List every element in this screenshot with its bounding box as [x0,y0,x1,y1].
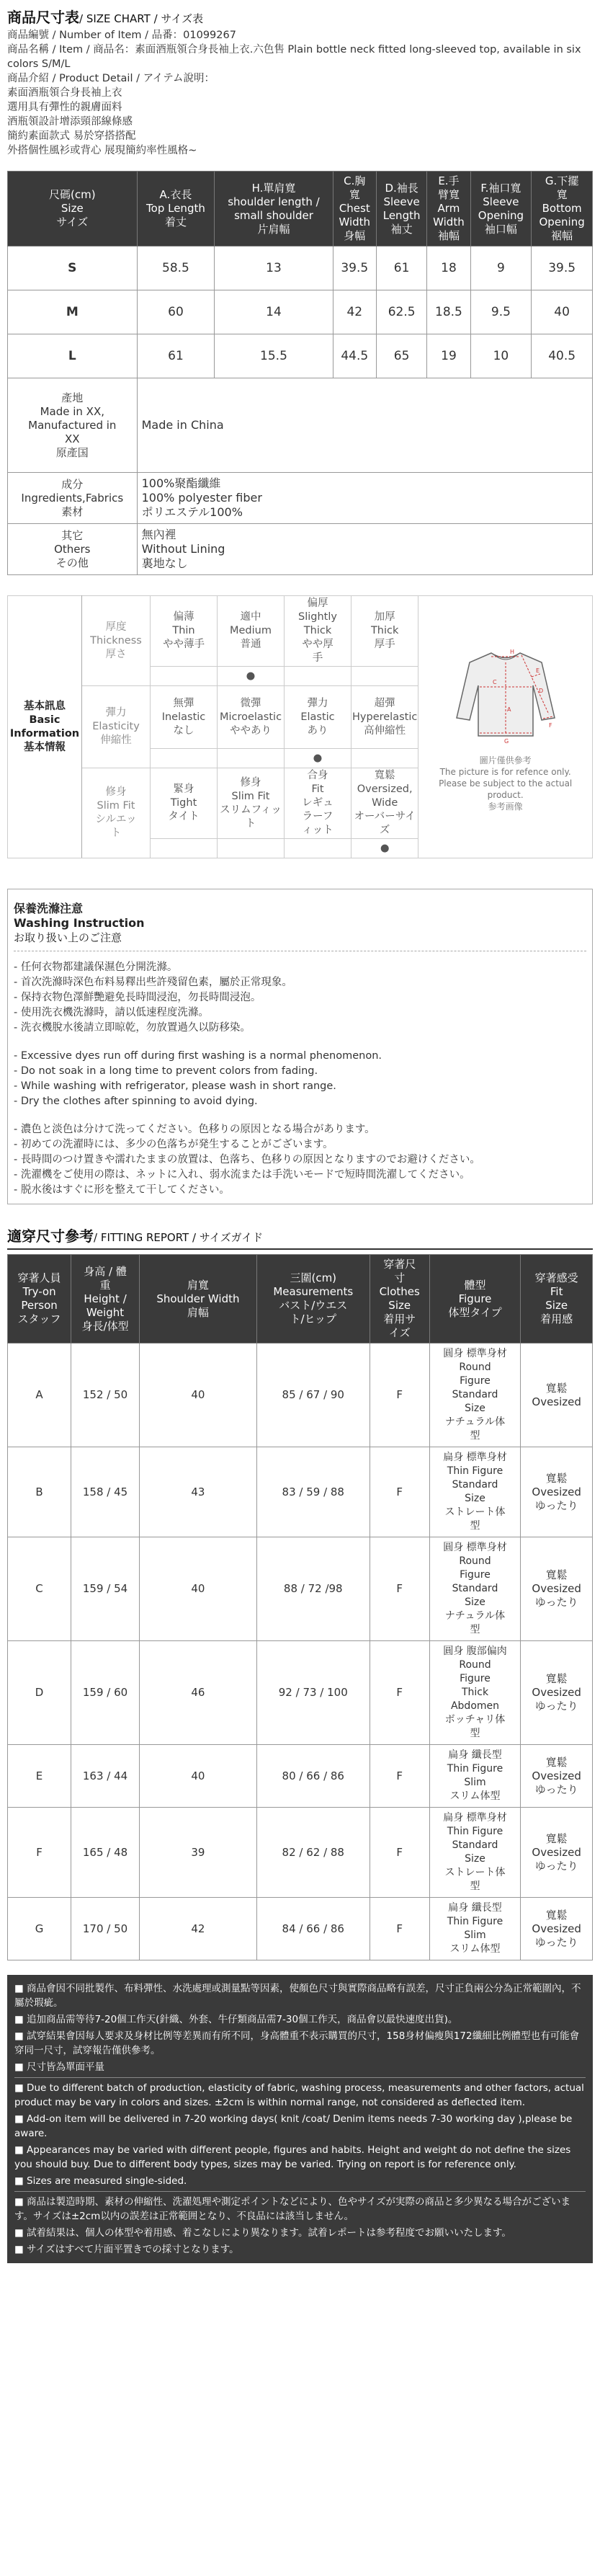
fitting-cell: D [8,1641,71,1745]
fitting-cell: 寬鬆 Ovesized ゆったり [521,1537,593,1641]
size-value: 40 [532,290,593,334]
size-value: 9 [470,247,532,290]
care-title-en: Washing Instruction [14,916,145,930]
fitting-cell: 40 [140,1537,257,1641]
fitting-cell: 152 / 50 [71,1343,140,1447]
care-line: - Do not soak in a long time to prevent colors from fading. [14,1065,318,1077]
fitting-cell: 82 / 62 / 88 [256,1808,370,1898]
size-table-header: 尺碼(cm) Size サイズ [8,172,138,247]
fitting-table [7,1254,593,1960]
size-value: 39.5 [532,247,593,290]
product-info-line: 酒瓶領設計增添頸部線條感 [7,116,133,128]
care-title-zh: 保養洗滌注意 [14,902,84,915]
fitting-cell: 92 / 73 / 100 [256,1641,370,1745]
fitting-cell: F [370,1343,429,1447]
notes-box [7,1975,593,2263]
size-table-header: C.胸 寬 Chest Width 身幅 [333,172,376,247]
size-table-header: D.袖長 Sleeve Length 袖丈 [376,172,426,247]
fitting-cell: 159 / 54 [71,1537,140,1641]
fitting-report-header [7,1225,593,1250]
fitting-cell: G [8,1898,71,1960]
diagram-letter-h: H [509,648,514,655]
origin-label: 產地 Made in XX, Manufactured in XX 原產国 [8,378,138,473]
size-value: 18 [427,247,470,290]
diagram-letter-e: E [535,667,539,674]
fitting-cell: 85 / 67 / 90 [256,1343,370,1447]
diagram-letter-a: A [506,706,511,713]
size-label: L [8,334,138,378]
product-info-line: 簡約素面款式 易於穿搭搭配 [7,130,136,142]
size-row [8,334,593,378]
fitting-cell: 80 / 66 / 86 [256,1745,370,1808]
fitting-row [8,1808,593,1898]
size-table-header: G.下擺 寬 Bottom Opening 裾幅 [532,172,593,247]
care-line: - 任何衣物都建議保濕色分開洗滌。 [14,961,178,973]
care-line: - 初めての洗濯時には、多少の色落ちが発生することがございます。 [14,1139,333,1150]
fitting-cell: 165 / 48 [71,1808,140,1898]
size-value: 61 [137,334,215,378]
fitting-cell: 寬鬆 Ovesized ゆったり [521,1898,593,1960]
fitting-row [8,1898,593,1960]
fitting-cell: 170 / 50 [71,1898,140,1960]
size-table-header: F.袖口寬 Sleeve Opening 袖口幅 [470,172,532,247]
size-row [8,290,593,334]
fabric-option: 加厚 Thick 厚手 [352,596,418,667]
composition-value: 100%聚酯纖維 100% polyester fiber ポリエステル100% [137,473,592,524]
size-row [8,247,593,290]
size-chart-subtitle: / SIZE CHART / サイズ表 [79,12,204,25]
fitting-cell: 163 / 44 [71,1745,140,1808]
care-line: - While washing with refrigerator, please wash in short range. [14,1080,336,1092]
fitting-cell: 圓身 腹部偏肉 Round Figure Thick Abdomen ボッチャリ体 型 [429,1641,521,1745]
fitting-cell: 84 / 66 / 86 [256,1898,370,1960]
notes-zh [14,1981,586,2074]
fabric-option: 無彈 Inelastic なし [151,686,218,749]
notes-en [14,2081,586,2188]
size-value: 19 [427,334,470,378]
care-list-en [14,1049,586,1109]
note-line: ■ 尺寸皆為單面平量 [14,2061,105,2073]
fabric-option: 偏薄 Thin やや薄手 [151,596,218,667]
fabric-option: 彈力 Elastic あり [285,686,352,749]
fitting-cell: 寬鬆 Ovesized ゆったり [521,1641,593,1745]
size-table [7,171,593,575]
care-line: - 保持衣物色澤鮮艷避免長時間浸泡，勿長時間浸泡。 [14,992,261,1003]
fitting-cell: 寬鬆 Ovesized ゆったり [521,1745,593,1808]
size-value: 62.5 [376,290,426,334]
note-line: ■ 追加商品需等待7-20個工作天(針織、外套、牛仔類商品需7-30個工作天，商品會以最快速度出貨)。 [14,2014,458,2025]
fitting-cell: 40 [140,1343,257,1447]
size-chart-header [7,0,593,28]
fitting-subtitle: / FITTING REPORT / サイズガイド [94,1231,264,1244]
note-line: ■ 商品は製造時期、素材の伸縮性、洗濯処理や測定ポイントなどにより、色やサイズが実際の商品と多少異なる場合がございます。サイズは±2cm以内の誤差は正常範囲となり、不良品には該当しません。 [14,2196,570,2222]
fitting-row [8,1343,593,1447]
care-line: - Dry the clothes after spinning to avoid dying. [14,1096,258,1107]
product-info-line: 商品名稱 / Item / 商品名：素面酒瓶領合身長袖上衣.六色售 Plain bottle neck fitted long-sleeved top, available in six colors S/M/L [7,44,581,70]
empty-cell [151,839,218,858]
fitting-cell: 寬鬆 Ovesized ゆったり [521,1447,593,1537]
fitting-cell: 扁身 標準身材 Thin Figure Standard Size ストレート体 型 [429,1447,521,1537]
care-list-ja [14,1122,586,1198]
fabric-option: 微彈 Microelastic ややあり [218,686,285,749]
diagram-letter-f: F [548,721,552,729]
fabric-option: 緊身 Tight タイト [151,768,218,839]
fitting-cell: C [8,1537,71,1641]
empty-cell [218,839,285,858]
size-value: 58.5 [137,247,215,290]
diagram-letter-g: G [503,737,509,745]
fitting-cell: 159 / 60 [71,1641,140,1745]
fitting-cell: 158 / 45 [71,1447,140,1537]
empty-cell [151,749,218,768]
empty-cell [285,667,352,686]
care-line: - Excessive dyes run off during first washing is a normal phenomenon. [14,1050,382,1062]
size-value: 65 [376,334,426,378]
fitting-cell: E [8,1745,71,1808]
care-line: - 洗衣機脫水後請立即晾乾，勿放置過久以防移染。 [14,1022,251,1034]
fitting-cell: 扁身 纖長型 Thin Figure Slim スリム体型 [429,1745,521,1808]
fitting-cell: B [8,1447,71,1537]
fitting-cell: 寬鬆 Ovesized ゆったり [521,1808,593,1898]
product-info-line: 商品介紹 / Product Detail / アイテム說明： [7,73,215,84]
size-table-header: E.手 臂寬 Arm Width 袖幅 [427,172,470,247]
care-line: - 長時間のつけ置きや濡れたままの放置は、色落ち、色移りの原因となりますのでお避けください。 [14,1154,480,1165]
washing-instruction [7,889,593,1204]
fitting-table-header: 肩寬 Shoulder Width 肩幅 [140,1255,257,1343]
size-label: S [8,247,138,290]
care-line: - 使用洗衣機洗滌時，請以低速程度洗滌。 [14,1007,209,1018]
diagram-letter-d: D [538,687,543,694]
fitting-cell: 圓身 標準身材 Round Figure Standard Size ナチュラル体 型 [429,1537,521,1641]
empty-cell [352,667,418,686]
fitting-cell: F [8,1808,71,1898]
product-info [7,28,593,158]
note-line: ■ Appearances may be varied with different people, figures and habits. Height and weight do not define the sizes you should buy. Due to different body types, sizes may be varied. Trying on report is for reference only. [14,2144,571,2170]
fitting-cell: F [370,1641,429,1745]
fitting-cell: F [370,1447,429,1537]
sweater-outline-icon [448,642,563,750]
fabric-option: 超彈 Hyperelastic 高伸縮性 [352,686,418,749]
others-value: 無內裡 Without Lining 裏地なし [137,524,592,575]
garment-diagram [418,596,593,858]
fitting-cell: 43 [140,1447,257,1537]
diagram-letter-c: C [492,678,497,685]
size-value: 42 [333,290,376,334]
fitting-cell: 圓身 標準身材 Round Figure Standard Size ナチュラル体 型 [429,1343,521,1447]
fitting-table-header: 穿著感受 Fit Size 着用感 [521,1255,593,1343]
fitting-cell: 46 [140,1641,257,1745]
size-value: 10 [470,334,532,378]
product-info-line: 商品編號 / Number of Item / 品番：01099267 [7,30,236,41]
note-line: ■ Sizes are measured single-sided. [14,2175,187,2187]
product-info-line: 外搭個性風衫或背心 展現簡約率性風格~ [7,145,197,156]
fitting-cell: 39 [140,1808,257,1898]
fabric-option: 適中 Medium 普通 [218,596,285,667]
fitting-row [8,1745,593,1808]
fitting-cell: A [8,1343,71,1447]
fabric-option: 偏厚 Slightly Thick やや厚 手 [285,596,352,667]
fitting-table-header: 體型 Figure 体型タイプ [429,1255,521,1343]
fitting-row [8,1537,593,1641]
size-value: 40.5 [532,334,593,378]
diagram-caption: 圖片僅供參考 The picture is for refence only. Please be subject to the actual product. 参考画像 [439,755,573,812]
size-value: 13 [215,247,333,290]
note-line: ■ 試穿結果會因每人要求及身材比例等差異而有所不同，身高體重不表示購買的尺寸，158身材偏瘦與172纖細比例體型也有可能會穿同一尺寸，試穿報告僅供參考。 [14,2030,580,2056]
composition-label: 成分 Ingredients,Fabrics 素材 [8,473,138,524]
fabric-info-table [7,595,593,858]
size-chart-title: 商品尺寸表 [7,9,79,26]
size-value: 15.5 [215,334,333,378]
fabric-option: 合身 Fit レギュ ラーフ ィット [285,768,352,839]
size-value: 9.5 [470,290,532,334]
care-title-ja: お取り扱い上のご注意 [14,931,122,944]
size-table-header: A.衣長 Top Length 着丈 [137,172,215,247]
fitting-cell: 寬鬆 Ovesized [521,1343,593,1447]
empty-cell [352,749,418,768]
fitting-table-header: 三圍(cm) Measurements バスト/ウエス ト/ヒップ [256,1255,370,1343]
fabric-row-label: 厚度 Thickness 厚さ [82,596,151,686]
fitting-cell: 42 [140,1898,257,1960]
note-line: ■ Add-on item will be delivered in 7-20 working days( knit /coat/ Denim items needs 7-30 working day ),please be aware. [14,2113,573,2139]
note-line: ■ 試着結果は、個人の体型や着用感、着こなしにより異なります。試着レポートは参考程度でお願いいたします。 [14,2227,511,2239]
product-info-line: 素面酒瓶領合身長袖上衣 [7,87,122,99]
fitting-cell: 扁身 標準身材 Thin Figure Standard Size ストレート体 型 [429,1808,521,1898]
fabric-option: 寬鬆 Oversized, Wide オーバーサイ ズ [352,768,418,839]
fitting-table-header: 身高 / 體 重 Height / Weight 身長/体型 [71,1255,140,1343]
size-value: 60 [137,290,215,334]
empty-cell [151,667,218,686]
fitting-table-header: 穿著人員 Try-on Person スタッフ [8,1255,71,1343]
fabric-row-label: 修身 Slim Fit シルエッ ト [82,768,151,858]
empty-cell [218,749,285,768]
care-line: - 脱水後はすぐに形を整えて干してください。 [14,1184,230,1196]
fitting-title: 適穿尺寸參考 [7,1227,94,1245]
size-table-header: H.單肩寬 shoulder length / small shoulder 片肩幅 [215,172,333,247]
fitting-row [8,1447,593,1537]
size-value: 39.5 [333,247,376,290]
fabric-row [8,596,593,667]
fitting-cell: F [370,1537,429,1641]
product-info-line: 選用具有彈性的親膚面料 [7,102,122,113]
fitting-cell: F [370,1808,429,1898]
fitting-cell: F [370,1898,429,1960]
note-line: ■ Due to different batch of production, elasticity of fabric, washing process, measurements and other factors, actual product may be vary in colors and sizes. ±2cm is within normal range, not considered as deflected item. [14,2082,584,2108]
fitting-cell: 88 / 72 /98 [256,1537,370,1641]
fitting-cell: 扁身 纖長型 Thin Figure Slim スリム体型 [429,1898,521,1960]
care-line: - 首次洗滌時深色布料易釋出些許殘留色素，屬於正常現象。 [14,977,292,988]
size-value: 61 [376,247,426,290]
basic-info-label: 基本訊息 Basic Information 基本情報 [8,596,82,858]
fitting-cell: F [370,1745,429,1808]
care-list-zh [14,960,586,1036]
size-value: 44.5 [333,334,376,378]
fabric-option: 修身 Slim Fit スリムフィッ ト [218,768,285,839]
fitting-cell: 40 [140,1745,257,1808]
selected-dot: ● [218,667,285,686]
care-line: - 洗濯機をご使用の際は、ネットに入れ、弱水流または手洗いモードで短時間洗濯してください。 [14,1169,470,1181]
selected-dot: ● [285,749,352,768]
fitting-cell: 83 / 59 / 88 [256,1447,370,1537]
note-line: ■ サイズはすべて片面平置きでの採寸となります。 [14,2244,239,2255]
selected-dot: ● [352,839,418,858]
size-value: 18.5 [427,290,470,334]
note-line: ■ 商品會因不同批製作、布料彈性、水洗處理或測量點等因素，使顏色尺寸與實際商品略有誤差，尺寸正負兩公分為正常範圍內，不屬於瑕疵。 [14,1983,581,2009]
origin-value: Made in China [137,378,592,473]
notes-ja [14,2195,586,2257]
others-label: 其它 Others その他 [8,524,138,575]
fabric-row-label: 彈力 Elasticity 伸縮性 [82,686,151,768]
care-line: - 濃色と淡色は分けて洗ってください。色移りの原因となる場合があります。 [14,1124,375,1135]
size-label: M [8,290,138,334]
fitting-table-header: 穿著尺 寸 Clothes Size 着用サ イズ [370,1255,429,1343]
fitting-row [8,1641,593,1745]
size-value: 14 [215,290,333,334]
empty-cell [285,839,352,858]
